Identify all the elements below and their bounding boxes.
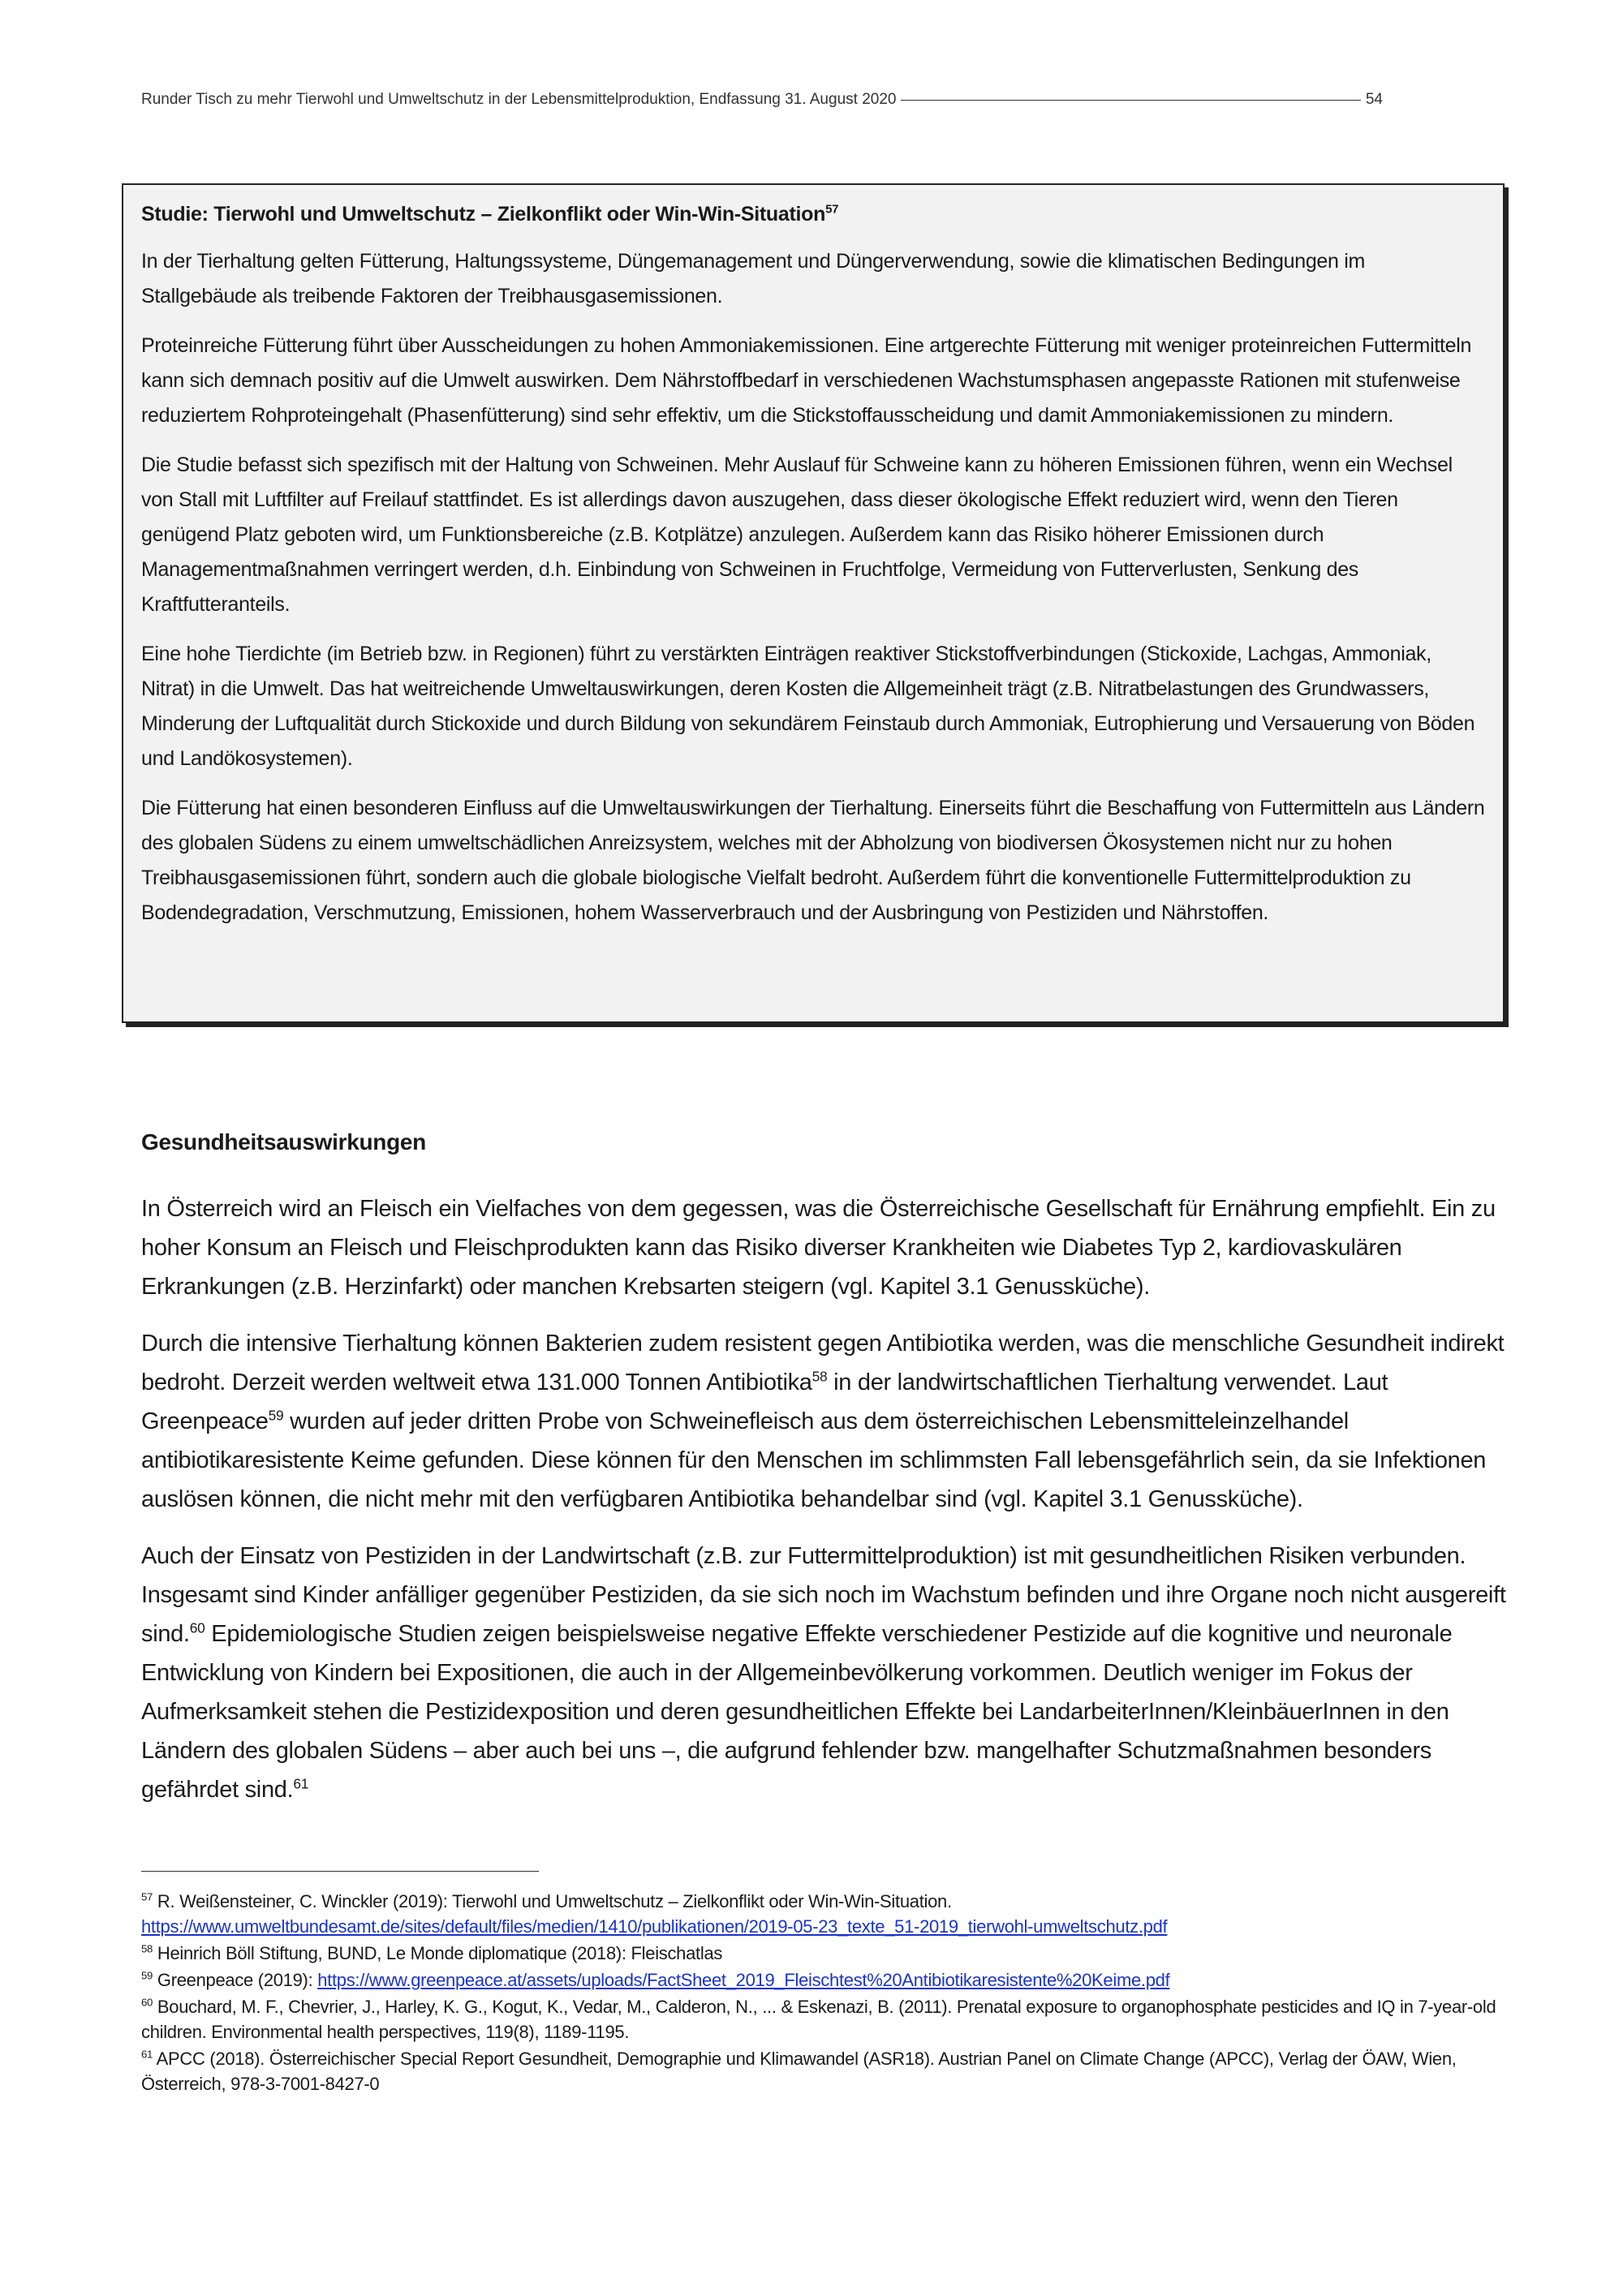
footnote-number: 61 [141,2048,153,2061]
header-rule [901,100,1360,101]
footnote-57 [141,1889,1513,1939]
footnote-link[interactable]: https://www.umweltbundesamt.de/sites/default/files/medien/1410/publikationen/2019-05-23_texte_51-2019_tierwohl-umweltschutz.pdf [141,1916,1168,1937]
study-paragraph-1: In der Tierhaltung gelten Fütterung, Haltungssysteme, Düngemanagement und Düngerverwendung, sowie die klimatischen Bedingungen im Stallgebäude als treibende Faktoren der Treibhausgasemissionen. [141,250,1366,307]
health-paragraph-2 [141,1324,1513,1519]
footnote-59 [141,1967,1513,1993]
study-paragraph-5: Die Fütterung hat einen besonderen Einfluss auf die Umweltauswirkungen der Tierhaltung. Einerseits führt die Beschaffung von Futtermitteln aus Ländern des globalen Südens zu einem umweltschädlichen Anreizsystem, welches mit der Abholzung von biodiversen Ökosystemen nicht nur zu hohen Treibhausgasemissionen führt, sondern auch die globale biologische Vielfalt bedroht. Außerdem führt die konventionelle Futtermittelproduktion zu Bodendegradation, Verschmutzung, Emissionen, hohem Wasserverbrauch und der Ausbringung von Pestiziden und Nährstoffen. [141,797,1485,924]
page-header [141,91,1383,109]
footnote-ref-58[interactable]: 58 [812,1368,828,1385]
header-title: Runder Tisch zu mehr Tierwohl und Umweltschutz in der Lebensmittelproduktion, Endfassung 31. August 2020 [141,91,897,108]
study-paragraph-2: Proteinreiche Fütterung führt über Ausscheidungen zu hohen Ammoniakemissionen. Eine artgerechte Fütterung mit weniger proteinreichen Futtermitteln kann sich demnach positiv auf die Umwelt auswirken. Dem Nährstoffbedarf in verschiedenen Wachstumsphasen angepasste Rationen mit stufenweise reduziertem Rohproteingehalt (Phasenfütterung) sind sehr effektiv, um die Stickstoffausscheidung und damit Ammoniakemissionen zu mindern. [141,334,1472,427]
footnote-ref-59[interactable]: 59 [268,1407,284,1424]
text-span: in der landwirtschaftlichen Tierhaltung verwendet. Laut Greenpeace [141,1369,1388,1434]
study-paragraph-3: Die Studie befasst sich spezifisch mit der Haltung von Schweinen. Mehr Auslauf für Schweine kann zu höheren Emissionen führen, wenn ein Wechsel von Stall mit Luftfilter auf Freilauf stattfindet. Es ist allerdings davon auszugehen, dass dieser ökologische Effekt reduziert wird, wenn den Tieren genügend Platz geboten wird, um Funktionsbereiche (z.B. Kotplätze) anzulegen. Außerdem kann das Risiko höherer Emissionen durch Managementmaßnahmen verringert werden, d.h. Einbindung von Schweinen in Fruchtfolge, Vermeidung von Futterverlusten, Senkung des Kraftfutteranteils. [141,454,1453,616]
text-span: wurden auf jeder dritten Probe von Schweinefleisch aus dem österreichischen Lebensmitteleinzelhandel antibiotikaresistente Keime gefunden. Diese können für den Menschen im schlimmsten Fall lebensgefährlich sein, da sie Infektionen auslösen können, die nicht mehr mit den verfügbaren Antibiotika behandelbar sind (vgl. Kapitel 3.1 Genussküche). [141,1408,1487,1512]
footnote-number: 60 [141,1996,153,2009]
text-span: Epidemiologische Studien zeigen beispielsweise negative Effekte verschiedener Pestizide auf die kognitive und neuronale Entwicklung von Kindern bei Expositionen, die auch in der Allgemeinbevölkerung vorkommen. Deutlich weniger im Fokus der Aufmerksamkeit stehen die Pestizidexposition und deren gesundheitlichen Effekte bei LandarbeiterInnen/KleinbäuerInnen in den Ländern des globalen Südens – aber auch bei uns –, die aufgrund fehlender bzw. mangelhafter Schutzmaßnahmen besonders gefährdet sind. [141,1621,1453,1803]
footnote-ref-60[interactable]: 60 [189,1619,205,1636]
footnote-divider [141,1871,539,1872]
footnote-ref-57[interactable]: 57 [825,202,839,217]
health-section [141,1129,1513,1827]
study-box-title [141,203,1485,226]
footnote-text: Greenpeace (2019): [153,1970,318,1990]
footnote-text: Heinrich Böll Stiftung, BUND, Le Monde diplomatique (2018): Fleischatlas [153,1943,723,1963]
health-paragraph-3 [141,1537,1513,1809]
health-paragraph-1: In Österreich wird an Fleisch ein Vielfaches von dem gegessen, was die Österreichische Gesellschaft für Ernährung empfiehlt. Ein zu hoher Konsum an Fleisch und Fleischprodukten kann das Risiko diverser Krankheiten wie Diabetes Typ 2, kardiovaskulären Erkrankungen (z.B. Herzinfarkt) oder manchen Krebsarten steigern (vgl. Kapitel 3.1 Genussküche). [141,1196,1496,1300]
footnote-number: 59 [141,1969,153,1982]
text-span: Auch der Einsatz von Pestiziden in der Landwirtschaft (z.B. zur Futtermittelproduktion) ist mit gesundheitlichen Risiken verbunden. Insgesamt sind Kinder anfälliger gegenüber Pestiziden, da sie sich noch im Wachstum befinden und ihre Organe noch nicht ausgereift sind. [141,1543,1506,1647]
text-span: Durch die intensive Tierhaltung können Bakterien zudem resistent gegen Antibiotika werden, was die menschliche Gesundheit indirekt bedroht. Derzeit werden weltweit etwa 131.000 Tonnen Antibiotika [141,1331,1505,1395]
footnote-61 [141,2046,1513,2096]
footnote-text: APCC (2018). Österreichischer Special Report Gesundheit, Demographie und Klimawandel (ASR18). Austrian Panel on Climate Change (APCC), Verlag der ÖAW, Wien, Österreich, 978-3-7001-8427-0 [141,2049,1457,2094]
page-number: 54 [1365,91,1383,108]
footnote-58 [141,1941,1513,1966]
footnote-60 [141,1994,1513,2044]
footnote-number: 58 [141,1942,153,1955]
study-paragraph-4: Eine hohe Tierdichte (im Betrieb bzw. in Regionen) führt zu verstärkten Einträgen reaktiver Stickstoffverbindungen (Stickoxide, Lachgas, Ammoniak, Nitrat) in die Umwelt. Das hat weitreichende Umweltauswirkungen, deren Kosten die Allgemeinheit trägt (z.B. Nitratbelastungen des Grundwassers, Minderung der Luftqualität durch Stickoxide und durch Bildung von sekundärem Feinstaub durch Ammoniak, Eutrophierung und Versauerung von Böden und Landökosystemen). [141,643,1475,770]
study-box-title-text: Studie: Tierwohl und Umweltschutz – Zielkonflikt oder Win-Win-Situation [141,203,826,226]
footnote-number: 57 [141,1890,153,1903]
study-box [122,183,1505,1023]
footnote-text: Bouchard, M. F., Chevrier, J., Harley, K. G., Kogut, K., Vedar, M., Calderon, N., ... & Eskenazi, B. (2011). Prenatal exposure to organophosphate pesticides and IQ in 7-year-old children. Environmental health perspectives, 119(8), 1189-1195. [141,1997,1496,2042]
footnote-ref-61[interactable]: 61 [293,1775,309,1792]
footnote-text: R. Weißensteiner, C. Winckler (2019): Tierwohl und Umweltschutz – Zielkonflikt oder Win-Win-Situation. [153,1891,952,1911]
footnote-link[interactable]: https://www.greenpeace.at/assets/uploads/FactSheet_2019_Fleischtest%20Antibiotikaresistente%20Keime.pdf [317,1970,1170,1990]
footnotes [141,1889,1513,2098]
section-heading: Gesundheitsauswirkungen [141,1129,426,1154]
